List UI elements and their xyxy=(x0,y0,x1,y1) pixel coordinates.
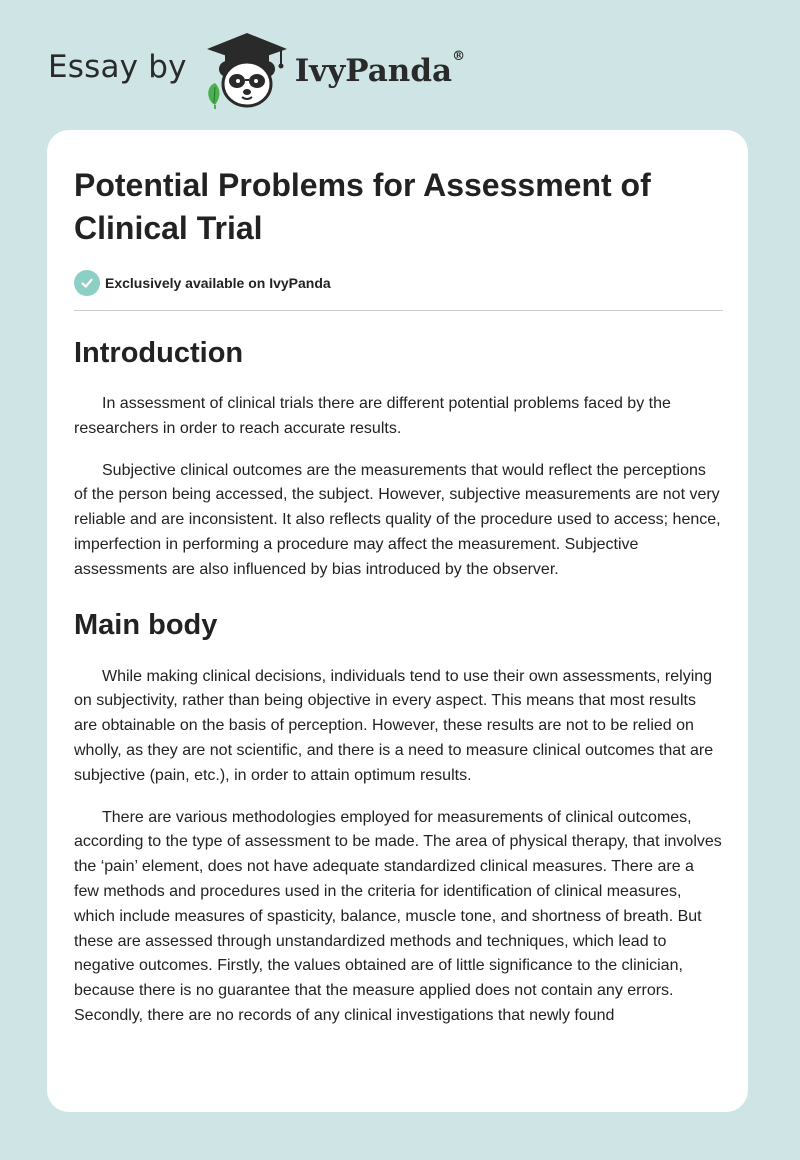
brand-prefix: Essay by xyxy=(48,49,187,85)
exclusive-badge xyxy=(74,269,723,297)
exclusive-label: Exclusively available on IvyPanda xyxy=(105,275,331,291)
registered-mark: ® xyxy=(452,49,466,64)
brand-name[interactable]: IvyPanda® xyxy=(294,49,466,89)
section-heading-main-body: Main body xyxy=(74,608,218,641)
essay-card xyxy=(47,130,748,1112)
paragraph: There are various methodologies employed for measurements of clinical outcomes, according to the type of assessment to be made. The area of physical therapy, that involves the ‘pain’ element, does not have adequate standardized clinical measures. There are a few methods and procedures used in the criteria for identification of clinical measures, which include measures of spasticity, balance, muscle tone, and shortness of breath. But these are assessed through unstandardized methods and techniques, which lead to negative outcomes. Firstly, the values obtained are of little significance to the clinician, because there is no guarantee that the measure applied does not contain any errors. Secondly, there are no records of any clinical investigations that newly found xyxy=(74,808,722,1024)
panda-graduate-icon[interactable] xyxy=(201,31,293,109)
section-introduction xyxy=(74,333,723,583)
title-divider xyxy=(74,310,723,311)
paragraph: Subjective clinical outcomes are the measurements that would reflect the perceptions of the person being accessed, the subject. However, subjective measurements are not very reliable and are inconsistent. It also reflects quality of the procedure used to access; hence, imperfection in performing a procedure may affect the measurement. Subjective assessments are also influenced by bias introduced by the observer. xyxy=(74,461,721,578)
paragraph: In assessment of clinical trials there are different potential problems faced by the researchers in order to reach accurate results. xyxy=(74,395,671,437)
site-header xyxy=(48,30,465,110)
section-main-body xyxy=(74,605,723,1029)
page-title: Potential Problems for Assessment of Clinical Trial xyxy=(74,167,651,246)
check-circle-icon xyxy=(74,270,100,296)
section-heading-introduction: Introduction xyxy=(74,337,244,369)
paragraph: While making clinical decisions, individuals tend to use their own assessments, relying on subjectivity, rather than being objective in every aspect. This means that most results are obtainable on the basis of perception. However, these results are not to be relied on wholly, as they are not scientific, and there is a need to measure clinical outcomes that are subjective (pain, etc.), in order to attain optimum results. xyxy=(74,667,714,784)
essay-content xyxy=(74,130,723,1029)
